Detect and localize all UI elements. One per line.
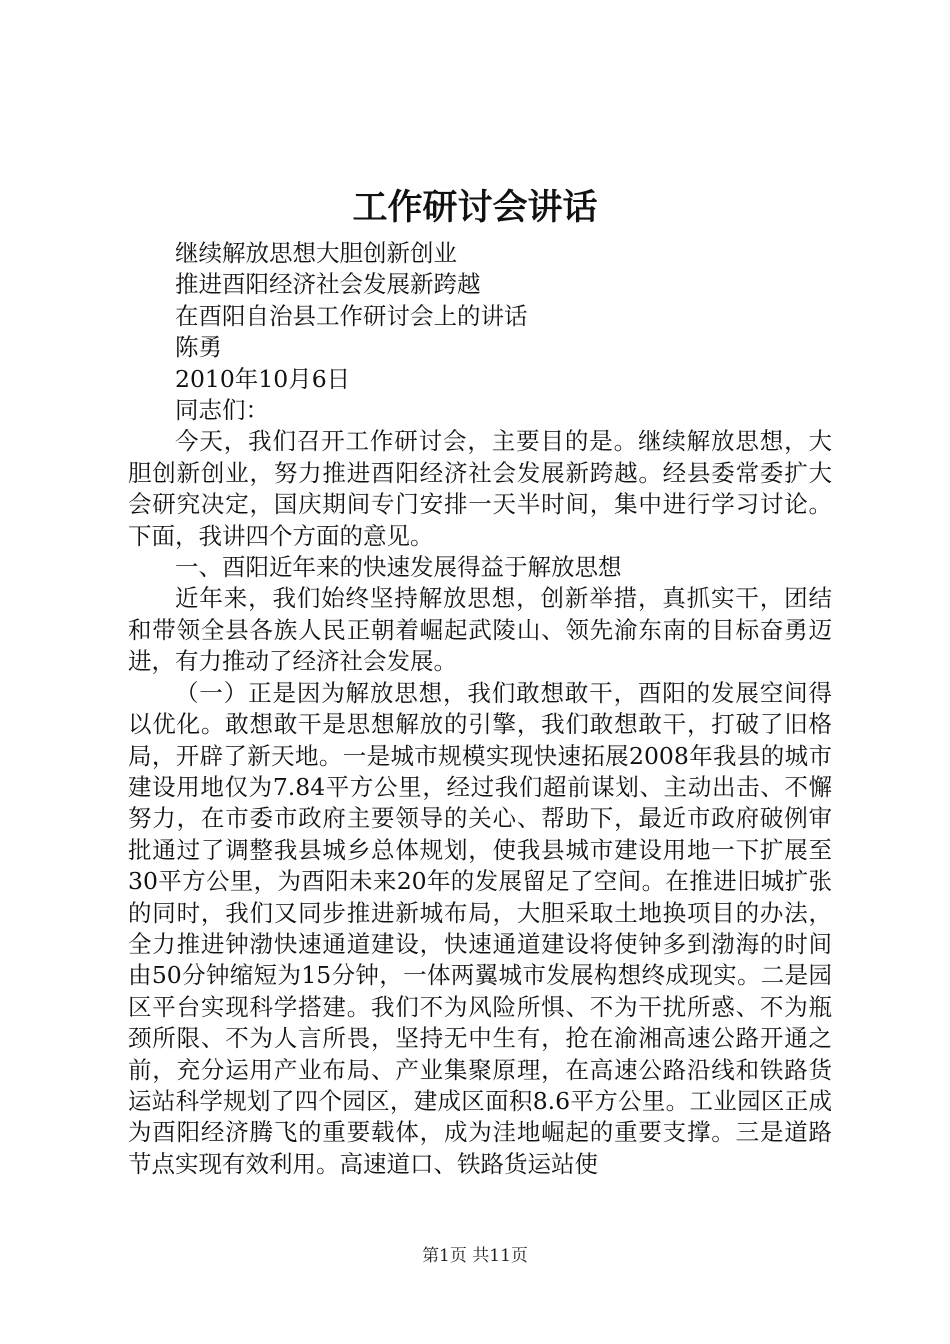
- speaker-name: 陈勇: [175, 333, 222, 362]
- paragraph-recent-years: 近年来，我们始终坚持解放思想，创新举措，真抓实干，团结和带领全县各族人民正朝着崛起武陵山、领先渝东南的目标奋勇迈进，有力推动了经济社会发展。: [128, 584, 832, 676]
- section-heading-1: 一、酉阳近年来的快速发展得益于解放思想: [175, 553, 622, 582]
- document-body: [128, 238, 832, 1180]
- page-number-footer: 第1页 共11页: [422, 1246, 528, 1266]
- paragraph-development-space: （一）正是因为解放思想，我们敢想敢干，酉阳的发展空间得以优化。敢想敢干是思想解放的引擎，我们敢想敢干，打破了旧格局，开辟了新天地。一是城市规模实现快速拓展2008年我县的城市建设用地仅为7.84平方公里，经过我们超前谋划、主动出击、不懈努力，在市委市政府主要领导的关心、帮助下，最近市政府破例审批通过了调整我县城乡总体规划，使我县城市建设用地一下扩展至30平方公里，为酉阳未来20年的发展留足了空间。在推进旧城扩张的同时，我们又同步推进新城布局，大胆采取土地换项目的办法，全力推进钟渤快速通道建设，快速通道建设将使钟多到渤海的时间由50分钟缩短为15分钟，一体两翼城市发展构想终成现实。二是园区平台实现科学搭建。我们不为风险所惧、不为干扰所惑、不为瓶颈所限、不为人言所畏，坚持无中生有，抢在渝湘高速公路开通之前，充分运用产业布局、产业集聚原理，在高速公路沿线和铁路货运站科学规划了四个园区，建成区面积8.6平方公里。工业园区正成为酉阳经济腾飞的重要载体，成为洼地崛起的重要支撑。三是道路节点实现有效利用。高速道口、铁路货运站使: [128, 678, 832, 1178]
- salutation: 同志们：: [175, 396, 269, 425]
- speech-date: 2010年10月6日: [175, 364, 351, 393]
- page-title: 工作研讨会讲话: [352, 187, 598, 228]
- paragraph-intro: 今天，我们召开工作研讨会，主要目的是。继续解放思想，大胆创新创业，努力推进酉阳经济社会发展新跨越。经县委常委扩大会研究决定，国庆期间专门安排一天半时间，集中进行学习讨论。下面，我讲四个方面的意见。: [128, 427, 832, 550]
- speech-headline-1: 继续解放思想大胆创新创业: [175, 239, 457, 267]
- speech-headline-2: 推进酉阳经济社会发展新跨越: [175, 270, 481, 299]
- speech-subtitle: 在酉阳自治县工作研讨会上的讲话: [175, 301, 528, 330]
